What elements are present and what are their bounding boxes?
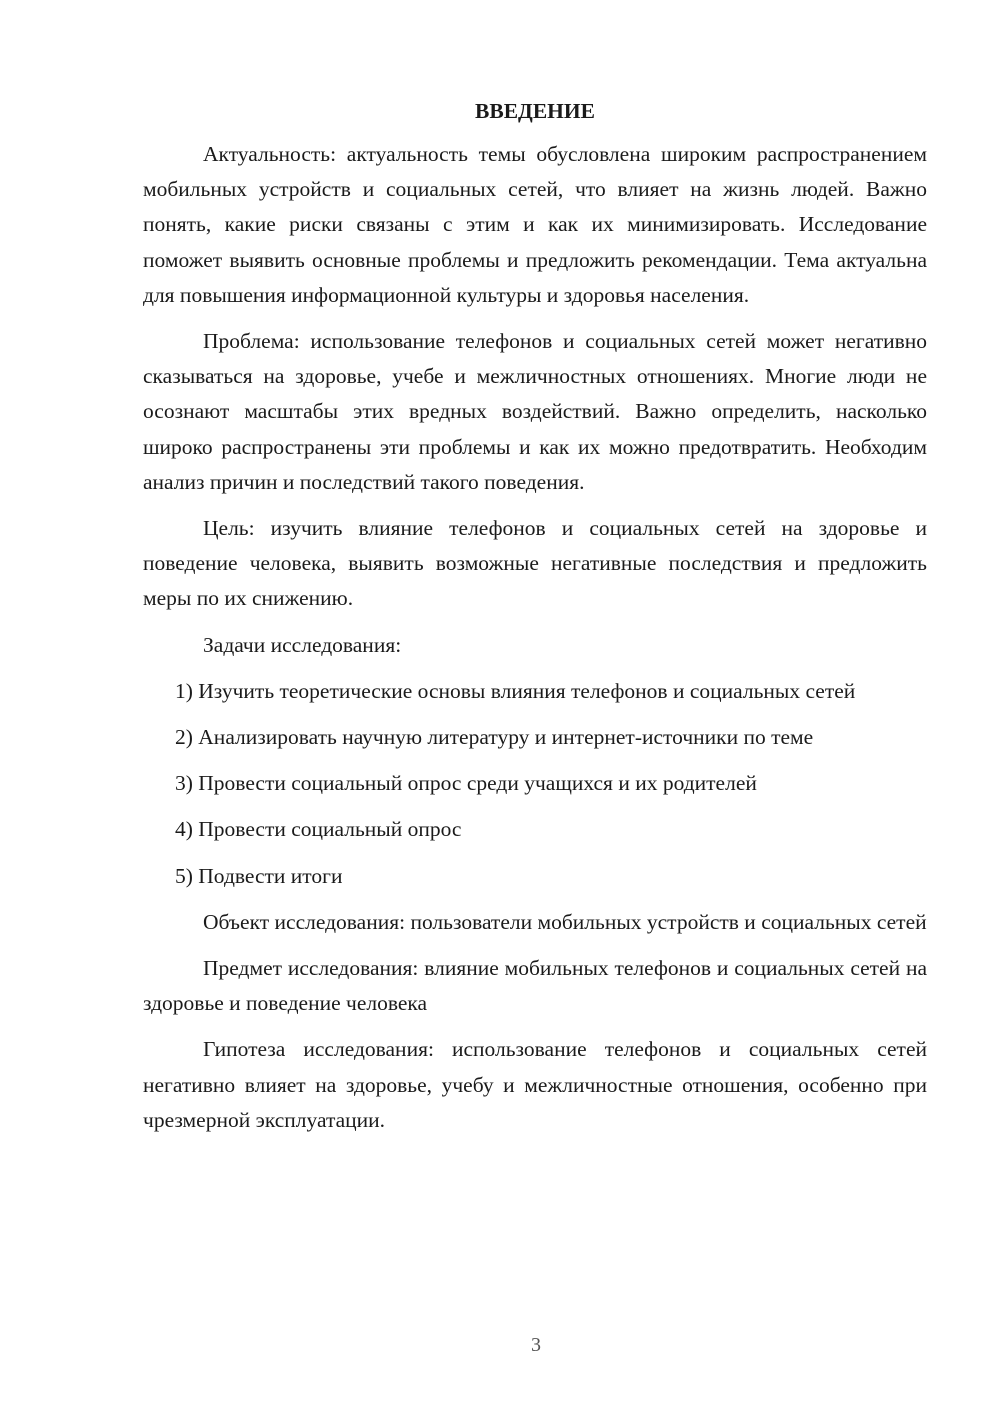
task-item: 1) Изучить теоретические основы влияния телефонов и социальных сетей <box>175 678 856 703</box>
tasks-heading: Задачи исследования: <box>203 632 402 657</box>
document-page <box>143 94 927 1149</box>
page-title: ВВЕДЕНИЕ <box>475 99 595 123</box>
task-item: 4) Провести социальный опрос <box>175 817 462 842</box>
task-item: 3) Провести социальный опрос среди учащихся и их родителей <box>175 771 757 796</box>
object-paragraph: Объект исследования: пользователи мобильных устройств и социальных сетей <box>203 909 927 934</box>
goal-paragraph: Цель: изучить влияние телефонов и социальных сетей на здоровье и поведение человека, выявить возможные негативные последствия и предложить меры по их снижению. <box>143 516 927 611</box>
hypothesis-paragraph: Гипотеза исследования: использование телефонов и социальных сетей негативно влияет на здоровье, учебу и межличностные отношения, особенно при чрезмерной эксплуатации. <box>143 1037 927 1132</box>
page-number: 3 <box>531 1334 541 1356</box>
problem-paragraph: Проблема: использование телефонов и социальных сетей может негативно сказываться на здоровье, учебе и межличностных отношениях. Многие люди не осознают масштабы этих вредных воздействий. Важно определить, насколько широко распространены эти проблемы и как их можно предотвратить. Необходим анализ причин и последствий такого поведения. <box>143 329 927 494</box>
task-item: 5) Подвести итоги <box>175 863 343 888</box>
relevance-paragraph: Актуальность: актуальность темы обусловлена широким распространением мобильных устройств и социальных сетей, что влияет на жизнь людей. Важно понять, какие риски связаны с этим и как их минимизировать. Исследование поможет выявить основные проблемы и предложить рекомендации. Тема актуальна для повышения информационной культуры и здоровья населения. <box>143 142 927 307</box>
subject-paragraph: Предмет исследования: влияние мобильных телефонов и социальных сетей на здоровье и поведение человека <box>143 956 927 1016</box>
task-item: 2) Анализировать научную литературу и интернет-источники по теме <box>175 725 814 750</box>
